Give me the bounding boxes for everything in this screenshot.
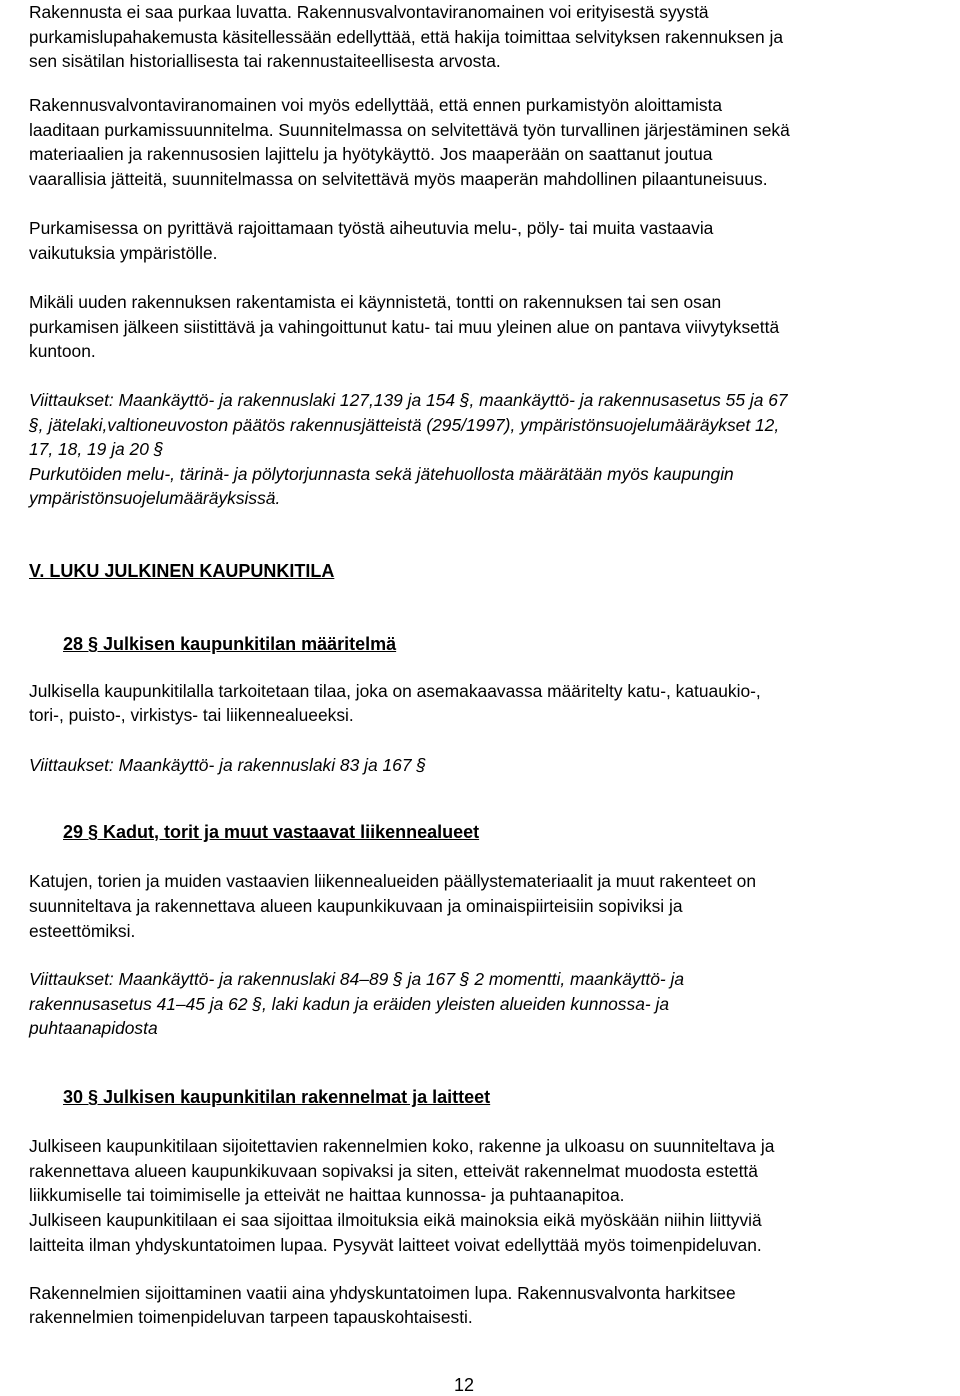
- text-line: purkamisen jälkeen siistittävä ja vahingoittunut katu- tai muu yleinen alue on pantava viivytyksettä: [29, 316, 780, 337]
- text-line: sen sisätilan historiallisesta tai rakennustaiteellisesta arvosta.: [29, 51, 501, 71]
- reference-line: §, jätelaki,valtioneuvoston päätös rakennusjätteistä (295/1997), ympäristönsuojelumääräykset 12,: [29, 414, 780, 435]
- text-line: rakennettava alueen kaupunkikuvaan sopivaksi ja siten, etteivät rakennelmat muodosta estettä: [29, 1161, 758, 1181]
- text-line: Julkiseen kaupunkitilaan sijoitettavien rakennelmien koko, rakenne ja ulkoasu on suunniteltava ja: [29, 1136, 775, 1156]
- text-line: Rakennusta ei saa purkaa luvatta. Rakennusvalvontaviranomainen voi erityisestä syystä: [29, 2, 709, 22]
- paragraph-demolition-permit: [29, 0, 954, 74]
- text-line: laaditaan purkamissuunnitelma. Suunnitelmassa on selvitettävä työn turvallinen järjestäminen sekä: [29, 119, 790, 140]
- chapter-heading-block: [29, 559, 954, 584]
- text-line: suunniteltava ja rakennettava alueen kaupunkikuvaan ja ominaispiirteisiin sopiviksi ja: [29, 896, 683, 916]
- reference-line: rakennusasetus 41–45 ja 62 §, laki kadun ja eräiden yleisten alueiden kunnossa- ja: [29, 994, 670, 1014]
- reference-line: puhtaanapidosta: [29, 1018, 158, 1038]
- text-line: vaikutuksia ympäristölle.: [29, 242, 218, 263]
- text-line: rakennelmien toimenpideluvan tarpeen tapauskohtaisesti.: [29, 1307, 473, 1327]
- text-line: Rakennusvalvontaviranomainen voi myös edellyttää, että ennen purkamistyön aloittamista: [29, 95, 723, 115]
- text-line: liikkumiselle tai toimimiselle ja etteivät ne haittaa kunnossa- ja puhtaanapitoa.: [29, 1185, 625, 1205]
- paragraph-environmental-impact: [29, 216, 954, 265]
- text-line: Rakennelmien sijoittaminen vaatii aina yhdyskuntatoimen lupa. Rakennusvalvonta harkitsee: [29, 1283, 736, 1303]
- text-line: Mikäli uuden rakennuksen rakentamista ei käynnistetä, tontti on rakennuksen tai sen osan: [29, 292, 722, 312]
- text-line: Purkamisessa on pyrittävä rajoittamaan työstä aiheutuvia melu-, pöly- tai muita vastaavia: [29, 218, 714, 238]
- text-line: laitteita ilman yhdyskuntatoimen lupaa. Pysyvät laitteet voivat edellyttää myös toimenpideluvan.: [29, 1235, 762, 1255]
- page-number: 12: [454, 1375, 475, 1395]
- reference-line: ympäristönsuojelumääräyksissä.: [29, 488, 281, 508]
- chapter-heading: V. LUKU JULKINEN KAUPUNKITILA: [29, 561, 335, 581]
- text-line: tori-, puisto-, virkistys- tai liikennealueeksi.: [29, 705, 354, 725]
- text-line: Julkiseen kaupunkitilaan ei saa sijoittaa ilmoituksia eikä mainoksia eikä myöskään niihin liittyviä: [29, 1210, 762, 1230]
- references-demolition: [29, 388, 954, 511]
- reference-line: Purkutöiden melu-, tärinä- ja pölytorjunnasta sekä jätehuollosta määrätään myös kaupungin: [29, 463, 734, 484]
- paragraph-demolition-plan: [29, 93, 954, 191]
- section-28-references: Viittaukset: Maankäyttö- ja rakennuslaki 83 ja 167 §: [29, 755, 426, 775]
- section-30-title: 30 § Julkisen kaupunkitilan rakennelmat ja laitteet: [63, 1087, 491, 1107]
- text-line: Katujen, torien ja muiden vastaavien liikennealueiden päällystemateriaalit ja muut rakenteet on: [29, 871, 756, 891]
- text-line: kuntoon.: [29, 341, 96, 361]
- text-line: Julkisella kaupunkitilalla tarkoitetaan tilaa, joka on asemakaavassa määritelty katu-, katuaukio-,: [29, 681, 761, 701]
- text-line: materiaalien ja rakennusosien lajittelu ja hyötykäyttö. Jos maaperään on saattanut joutua: [29, 144, 713, 164]
- text-line: purkamislupahakemusta käsitellessään edellyttää, että hakija toimittaa selvityksen rakennuksen ja: [29, 26, 783, 47]
- paragraph-site-cleanup: [29, 290, 954, 364]
- reference-line: Viittaukset: Maankäyttö- ja rakennuslaki 127,139 ja 154 §, maankäyttö- ja rakennusasetus 55 ja 67: [29, 390, 788, 410]
- reference-line: 17, 18, 19 ja 20 §: [29, 439, 164, 459]
- text-line: esteettömiksi.: [29, 921, 136, 941]
- reference-line: Viittaukset: Maankäyttö- ja rakennuslaki 84–89 § ja 167 § 2 momentti, maankäyttö- ja: [29, 969, 685, 989]
- text-line: vaarallisia jätteitä, suunnitelmassa on selvitettävä myös maaperän mahdollinen pilaantuneisuus.: [29, 168, 768, 189]
- section-28-title: 28 § Julkisen kaupunkitilan määritelmä: [63, 634, 397, 654]
- section-29-title: 29 § Kadut, torit ja muut vastaavat liikennealueet: [63, 822, 480, 842]
